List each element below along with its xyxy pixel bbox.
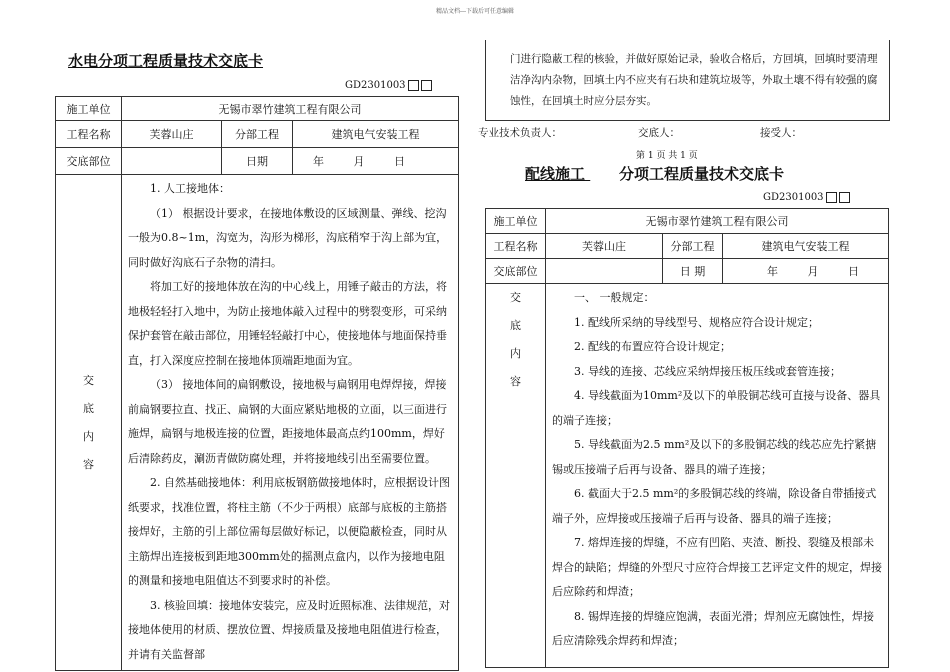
location-label: 交底部位 bbox=[56, 148, 122, 175]
date-value: 年 月 日 bbox=[293, 148, 459, 175]
org-value: 无锡市翠竹建筑工程有限公司 bbox=[546, 209, 889, 234]
left-card-title: 水电分项工程质量技术交底卡 bbox=[68, 52, 264, 70]
right-card-table bbox=[485, 208, 889, 668]
paragraph: 2. 配线的布置应符合设计规定； bbox=[574, 340, 731, 353]
division-label: 分部工程 bbox=[222, 121, 293, 148]
left-card-table bbox=[55, 96, 459, 671]
location-value bbox=[546, 259, 663, 284]
paragraph: 一、 一般规定： bbox=[574, 291, 655, 304]
checkbox-icon bbox=[421, 80, 432, 91]
date-label: 日期 bbox=[222, 148, 293, 175]
paragraph: （1） 根据设计要求，在接地体敷设的区域测量、弹线、挖沟一般为0.8~1m，沟宽为，沟形为梯形，沟底稍窄于沟上部为宜，同时做好沟底石子杂物的清扫。 bbox=[128, 206, 448, 269]
paragraph: 3. 导线的连接、芯线应采纳焊接压板压线或套管连接； bbox=[574, 364, 841, 378]
division-value: 建筑电气安装工程 bbox=[723, 234, 889, 259]
paragraph: 7. 熔焊连接的焊缝，不应有凹陷、夹渣、断投、裂缝及根部未焊合的缺陷；焊缝的外型尺寸应符合焊接工艺评定文件的规定，焊接后应除药和焊渣； bbox=[552, 536, 882, 598]
header-note: 精品文档---下载后可任意编辑 bbox=[435, 8, 515, 15]
paragraph: 1. 人工接地体： bbox=[150, 182, 230, 195]
page-number: 第 1 页 共 1 页 bbox=[636, 151, 698, 161]
right-card-title: 配线施工 分项工程质量技术交底卡 bbox=[525, 165, 785, 183]
division-label: 分部工程 bbox=[663, 234, 723, 259]
paragraph: 1. 配线所采纳的导线型号、规格应符合设计规定； bbox=[574, 315, 819, 329]
paragraph: （3） 接地体间的扁钢敷设，接地极与扁钢用电焊焊接，焊接前扁钢要拉直、找正、扁钢的大面应紧贴地极的立面，以三面进行施焊，扁钢与地极连接的位置，距接地体最高点约100mm，焊好后清除药皮，涮沥青做防腐处理，并将接地线引出至需要位置。 bbox=[128, 378, 447, 465]
org-label: 施工单位 bbox=[56, 97, 122, 121]
paragraph: 2. 自然基础接地体：利用底板钢筋做接地体时，应根据设计图纸要求，找准位置，将柱主筋（不少于两根）底部与底板的主筋搭接焊好，主筋的引上部位需每层做好标记，以便隐蔽检查，同时从主筋焊出连接板到距地300mm处的摇测点盒内，以作为接地电阻的测量和接地电阻值达不到要求时的补偿。 bbox=[128, 476, 450, 587]
signature-row bbox=[478, 125, 802, 140]
content-body bbox=[546, 284, 889, 668]
paragraph: 将加工好的接地体放在沟的中心线上，用锤子敲击的方法，将地极轻轻打入地中，为防止接地体敲入过程中的劈裂变形，可采纳保护套管在敲击部位，用锤轻轻敲打中心，使接地体与地面保持垂直，打入深度应控制在接地体顶端距地面为宜。 bbox=[128, 280, 447, 367]
project-label: 工程名称 bbox=[56, 121, 122, 148]
date-value: 年 月 日 bbox=[723, 259, 889, 284]
paragraph: 4. 导线截面为10mm²及以下的单股铜芯线可直接与设备、器具的端子连接； bbox=[552, 389, 881, 427]
division-value: 建筑电气安装工程 bbox=[293, 121, 459, 148]
engineer-label: 专业技术负责人： bbox=[478, 127, 562, 139]
right-doc-number: GD2301003 bbox=[763, 192, 850, 203]
project-value: 芙蓉山庄 bbox=[122, 121, 222, 148]
checkbox-icon bbox=[839, 192, 850, 203]
location-label: 交底部位 bbox=[486, 259, 546, 284]
location-value bbox=[122, 148, 222, 175]
org-label: 施工单位 bbox=[486, 209, 546, 234]
checkbox-icon bbox=[408, 80, 419, 91]
content-body bbox=[122, 175, 459, 671]
content-side-label: 交 底 内 容 bbox=[56, 175, 122, 671]
right-top-text: 门进行隐蔽工程的核验，并做好原始记录，验收合格后，方回填，回填时要清理洁净沟内杂物，回填土内不应夹有石块和建筑垃圾等，外取土壤不得有较强的腐蚀性，在回填土时应分层夯实。 bbox=[510, 53, 878, 107]
project-label: 工程名称 bbox=[486, 234, 546, 259]
paragraph: 8. 锡焊连接的焊缝应饱满，表面光滑；焊剂应无腐蚀性，焊接后应清除残余焊药和焊渣； bbox=[552, 609, 874, 647]
date-label: 日 期 bbox=[663, 259, 723, 284]
paragraph: 6. 截面大于2.5 mm²的多股铜芯线的终端，除设备自带插接式端子外，应焊接或压接端子后再与设备、器具的端子连接； bbox=[552, 487, 877, 525]
receiver-label: 接受人： bbox=[760, 127, 802, 139]
paragraph: 3. 核验回填：接地体安装完，应及时近照标准、法律规范，对接地体使用的材质、摆放位置、焊接质量及接地电阻值进行检查，并请有关监督部 bbox=[128, 598, 450, 661]
checkbox-icon bbox=[826, 192, 837, 203]
paragraph: 5. 导线截面为2.5 mm²及以下的多股铜芯线的线芯应先拧紧搪锡或压接端子后再与设备、器具的端子连接； bbox=[552, 438, 877, 476]
org-value: 无锡市翠竹建筑工程有限公司 bbox=[122, 97, 459, 121]
left-doc-number: GD2301003 bbox=[345, 80, 432, 91]
discloser-label: 交底人： bbox=[638, 127, 680, 139]
content-side-label: 交 底 内 容 bbox=[486, 284, 546, 668]
project-value: 芙蓉山庄 bbox=[546, 234, 663, 259]
